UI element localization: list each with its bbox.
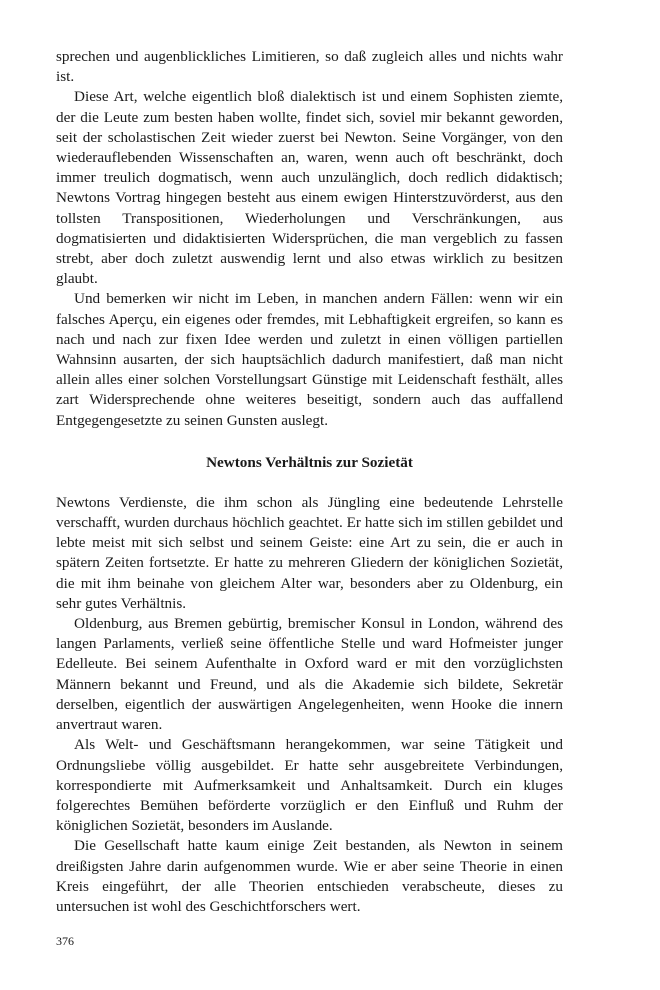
paragraph-1: sprechen und augenblickliches Limitieren, so daß zugleich alles und nichts wahr ist. bbox=[56, 48, 563, 86]
paragraph-4: Newtons Verdienste, die ihm schon als Jüngling eine bedeutende Lehrstelle verschafft, wurden durchaus höchlich geachtet. Er hatte sich im stillen gebildet und lebte meist mit sich selbst und seinem Geiste: eine Art zu sein, die er auch in spätern Zeiten fortsetzte. Er hatte zu mehreren Gliedern der königlichen Sozietät, die mit ihm beinahe von gleichem Alter war, besonders aber zu Oldenburg, ein sehr gutes Verhältnis. bbox=[56, 493, 563, 612]
page-body bbox=[56, 47, 563, 917]
paragraph-2: Diese Art, welche eigentlich bloß dialektisch ist und einem Sophisten ziemte, der die Leute zum besten haben wollte, findet sich, soviel mir bekannt geworden, seit der scholastischen Zeit wieder zuerst bei Newton. Seine Vorgänger, von den wiederauflebenden Wissenschaften an, waren, wenn auch oft beschränkt, doch immer treulich dogmatisch, wenn auch unzulänglich, doch redlich didaktisch; Newtons Vortrag hingegen besteht aus einem ewigen Hinterstzuvörderst, aus den tollsten Transpositionen, Wiederholungen und Verschränkungen, aus dogmatisierten und didaktisierten Widersprüchen, die man vergeblich zu fassen strebt, aber doch zuletzt auswendig lernt und also etwas wirklich zu besitzen glaubt. bbox=[56, 88, 563, 288]
paragraph-7: Die Gesellschaft hatte kaum einige Zeit bestanden, als Newton in seinem dreißigsten Jahre darin aufgenommen wurde. Wie er aber seine Theorie in einen Kreis eingeführt, der alle Theorien entschieden verabscheute, dieses zu untersuchen ist wohl des Geschichtforschers wert. bbox=[56, 837, 563, 915]
paragraph-3: Und bemerken wir nicht im Leben, in manchen andern Fällen: wenn wir ein falsches Aperçu, ein eigenes oder fremdes, mit Lebhaftigkeit ergreifen, so kann es nach und nach zur fixen Idee werden und zuletzt in einen völligen partiellen Wahnsinn ausarten, der sich hauptsächlich dadurch manifestiert, daß man nicht allein alles einer solchen Vorstellungsart Günstige mit Leidenschaft festhält, alles zart Widersprechende ohne weiteres beseitigt, sondern auch das auffallend Entgegengesetzte zu seinen Gunsten auslegt. bbox=[56, 290, 563, 429]
paragraph-5: Oldenburg, aus Bremen gebürtig, bremischer Konsul in London, während des langen Parlaments, verließ seine öffentliche Stelle und ward Hofmeister junger Edelleute. Bei seinem Aufenthalte in Oxford ward er mit den vorzüglichsten Männern bekannt und Freund, und als die Akademie sich bildete, Sekretär derselben, eigentlich der auswärtigen Angelegenheiten, wenn Hooke die innern anvertraut waren. bbox=[56, 615, 563, 734]
paragraph-6: Als Welt- und Geschäftsmann herangekommen, war seine Tätigkeit und Ordnungsliebe völlig ausgebildet. Er hatte sehr ausgebreitete Verbindungen, korrespondierte mit Aufmerksamkeit und Anhaltsamkeit. Durch ein kluges folgerechtes Bemühen beförderte vorzüglich er den Einfluß und Ruhm der königlichen Sozietät, besonders im Auslande. bbox=[56, 736, 563, 835]
section-heading: Newtons Verhältnis zur Sozietät bbox=[206, 453, 413, 471]
page-number: 376 bbox=[56, 934, 74, 948]
